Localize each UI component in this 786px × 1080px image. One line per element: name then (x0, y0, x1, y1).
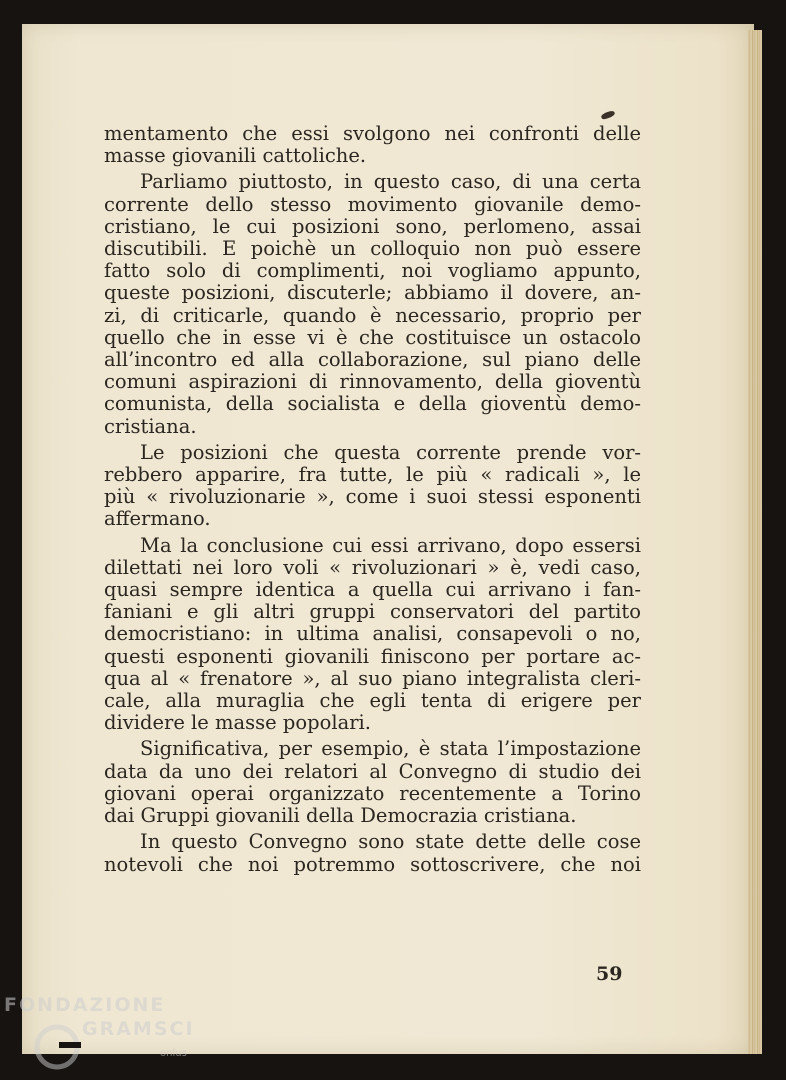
text-line: giovani operai organizzato recentemente a Torino (104, 781, 641, 805)
page-edge (748, 30, 762, 1054)
text-line: Le posizioni che questa corrente prende vor- (140, 440, 641, 464)
text-line: data da uno dei relatori al Convegno di studio dei (104, 759, 641, 783)
text-line: Ma la conclusione cui essi arrivano, dopo essersi (140, 533, 641, 557)
paragraph (104, 831, 641, 875)
text-line: zi, di criticarle, quando è necessario, proprio per (104, 303, 641, 327)
paragraph (104, 442, 641, 531)
paragraph (104, 535, 641, 735)
text-line: dai Gruppi giovanili della Democrazia cristiana. (104, 804, 577, 828)
text-line: Significativa, per esempio, è stata l’impostazione (140, 737, 641, 761)
text-line: faniani e gli altri gruppi conservatori del partito (104, 600, 641, 624)
fondazione-logo-icon (32, 1022, 82, 1072)
paragraph (104, 123, 641, 167)
page-number: 59 (596, 963, 623, 985)
text-line: dilettati nei loro voli « rivoluzionari » è, vedi caso, (104, 555, 641, 579)
text-line: all’incontro ed alla collaborazione, sul piano delle (104, 348, 641, 372)
text-line: quasi sempre identica a quella cui arrivano i fan- (104, 578, 641, 602)
text-line: dividere le masse popolari. (104, 711, 371, 735)
body-text (104, 123, 641, 880)
paragraph (104, 171, 641, 437)
text-line: quello che in esse vi è che costituisce un ostacolo (104, 325, 641, 349)
text-line: comuni aspirazioni di rinnovamento, della gioventù (104, 370, 641, 394)
text-line: In questo Convegno sono state dette delle cose (140, 830, 641, 854)
text-line: più « rivoluzionarie », come i suoi stessi esponenti (104, 485, 641, 509)
text-line: qua al « frenatore », al suo piano integralista cleri- (104, 666, 641, 690)
text-line: questi esponenti giovanili finiscono per portare ac- (104, 644, 641, 668)
text-line: mentamento che essi svolgono nei confronti delle (104, 122, 641, 145)
text-line: corrente dello stesso movimento giovanile demo- (104, 192, 641, 216)
watermark-line-1: FONDAZIONE (4, 994, 166, 1016)
text-line: notevoli che noi potremmo sottoscrivere, che noi (104, 852, 641, 876)
watermark-line-3: onlus (160, 1048, 187, 1059)
watermark-line-2: GRAMSCI (82, 1018, 195, 1040)
text-line: rebbero apparire, fra tutte, le più « radicali », le (104, 463, 641, 487)
text-line: Parliamo piuttosto, in questo caso, di una certa (140, 170, 641, 194)
text-line: queste posizioni, discuterle; abbiamo il dovere, an- (104, 281, 641, 305)
text-line: cale, alla muraglia che egli tenta di erigere per (104, 689, 641, 713)
text-line: cristiano, le cui posizioni sono, perlomeno, assai (104, 214, 641, 238)
text-line: democristiano: in ultima analisi, consapevoli o no, (104, 622, 641, 646)
watermark (4, 994, 214, 1078)
text-line: cristiana. (104, 414, 197, 438)
text-line: fatto solo di complimenti, noi vogliamo appunto, (104, 259, 641, 283)
text-line: masse giovanili cattoliche. (104, 144, 367, 168)
paragraph (104, 738, 641, 827)
text-line: discutibili. E poichè un colloquio non può essere (104, 237, 641, 261)
text-line: comunista, della socialista e della gioventù demo- (104, 392, 641, 416)
text-line: affermano. (104, 507, 211, 531)
